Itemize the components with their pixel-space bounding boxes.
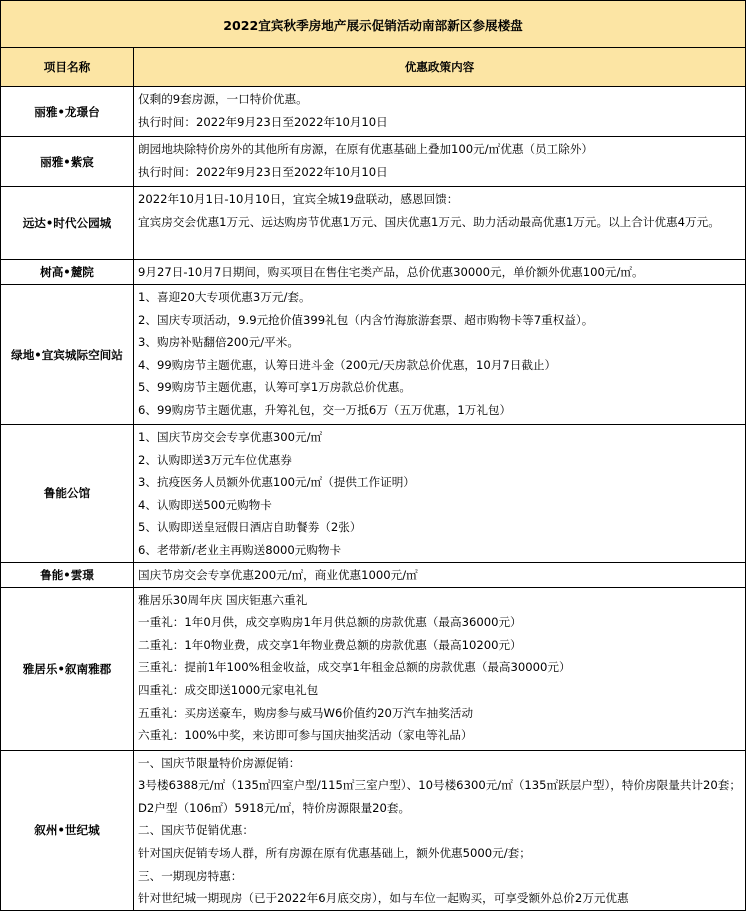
promotion-line: 6、老带新/老业主再购送8000元购物卡 — [138, 542, 342, 557]
promotion-line: 执行时间：2022年9月23日至2022年10月10日 — [138, 114, 388, 129]
promotion-line: 3、抗疫医务人员额外优惠100元/㎡（提供工作证明） — [138, 475, 415, 490]
header-row — [1, 48, 746, 87]
promotion-line: 国庆节房交会专享优惠200元/㎡，商业优惠1000元/㎡ — [138, 567, 418, 582]
project-name: 鲁能公馆 — [1, 425, 134, 563]
project-name: 叙州•世纪城 — [1, 750, 134, 910]
promotion-line: 1、喜迎20大专项优惠3万元/套。 — [138, 290, 311, 304]
promotion-content — [134, 285, 746, 425]
promotion-line: 2、国庆专项活动，9.9元抢价值399礼包（内含竹海旅游套票、超市购物卡等7重权益）。 — [138, 312, 594, 327]
promotion-content — [134, 562, 746, 587]
promotion-content — [134, 587, 746, 750]
table-row — [1, 587, 746, 750]
promotion-content — [134, 87, 746, 137]
promotion-line: 5、认购即送皇冠假日酒店自助餐劵（2张） — [138, 520, 362, 535]
promotion-line: 3、购房补贴翻倍200元/平米。 — [138, 335, 299, 350]
table-title: 2022宜宾秋季房地产展示促销活动南部新区参展楼盘 — [1, 1, 746, 48]
promotion-content — [134, 187, 746, 260]
table-row — [1, 87, 746, 137]
promotion-line: 四重礼：成交即送1000元家电礼包 — [138, 682, 319, 697]
promotion-line: 雅居乐30周年庆 国庆钜惠六重礼 — [138, 592, 308, 607]
promotion-line: 4、认购即送500元购物卡 — [138, 497, 272, 512]
promotion-line: 三重礼：提前1年100%租金收益，成交享1年租金总额的房款优惠（最高30000元） — [138, 660, 571, 675]
table-row — [1, 750, 746, 910]
title-row — [1, 1, 746, 48]
project-name: 远达•时代公园城 — [1, 187, 134, 260]
promotion-line: 执行时间：2022年9月23日至2022年10月10日 — [138, 164, 388, 179]
promotion-line: 2022年10月1日-10月10日，宜宾全城19盘联动，感恩回馈： — [138, 192, 459, 206]
project-name: 绿地•宜宾城际空间站 — [1, 285, 134, 425]
table-row — [1, 187, 746, 260]
promotion-line: 针对国庆促销专场人群，所有房源在原有优惠基础上，额外优惠5000元/套； — [138, 845, 531, 860]
table-row — [1, 562, 746, 587]
table-row — [1, 285, 746, 425]
promotion-line: 一、国庆节限量特价房源促销： — [138, 755, 301, 770]
promotion-line: 朗园地块除特价房外的其他所有房源，在原有优惠基础上叠加100元/㎡优惠（员工除外） — [138, 142, 594, 156]
project-name: 雅居乐•叙南雅郡 — [1, 587, 134, 750]
promotion-line: 二、国庆节促销优惠： — [138, 823, 254, 838]
promotion-line: 4、99购房节主题优惠，认筹日进斗金（200元/天房款总价优惠，10月7日截止） — [138, 357, 557, 372]
promotion-line: 一重礼：1年0月供，成交享购房1年月供总额的房款优惠（最高36000元） — [138, 615, 522, 630]
table-row — [1, 260, 746, 285]
promotion-line: 6、99购房节主题优惠，升筹礼包，交一万抵6万（五万优惠，1万礼包） — [138, 402, 512, 417]
promotion-line: 针对世纪城一期现房（已于2022年6月底交房），如与车位一起购买，可享受额外总价2万元优惠 — [138, 891, 629, 906]
promotion-line: 二重礼：1年0物业费，成交享1年物业费总额的房款优惠（最高10200元） — [138, 637, 522, 652]
promotion-content — [134, 750, 746, 910]
promotion-line: 宜宾房交会优惠1万元、远达购房节优惠1万元、国庆优惠1万元、助力活动最高优惠1万元。以上合计优惠4万元。 — [138, 214, 720, 229]
promotion-line: 六重礼：100%中奖，来访即可参与国庆抽奖活动（家电等礼品） — [138, 728, 473, 743]
project-name: 鲁能•雲璟 — [1, 562, 134, 587]
header-content: 优惠政策内容 — [134, 48, 746, 87]
table-row — [1, 137, 746, 187]
project-name: 树高•麓院 — [1, 260, 134, 285]
project-name: 丽雅•紫宸 — [1, 137, 134, 187]
promotion-content — [134, 425, 746, 563]
header-project-name: 项目名称 — [1, 48, 134, 87]
promotion-line: 仅剩的9套房源，一口特价优惠。 — [138, 92, 308, 106]
project-name: 丽雅•龙璟台 — [1, 87, 134, 137]
promotion-line: 2、认购即送3万元车位优惠券 — [138, 452, 292, 467]
promotion-content — [134, 137, 746, 187]
promotion-line: 5、99购房节主题优惠，认筹可享1万房款总价优惠。 — [138, 380, 411, 395]
promotion-content — [134, 260, 746, 285]
promotion-line: 9月27日-10月7日期间，购买项目在售住宅类产品，总价优惠30000元，单价额外优惠100元/㎡。 — [138, 265, 644, 279]
promotion-line: 三、一期现房特惠： — [138, 868, 243, 883]
table-row — [1, 425, 746, 563]
promotion-line: 五重礼：买房送豪车，购房参与威马W6价值约20万汽车抽奖活动 — [138, 705, 474, 720]
promotion-line: 3号楼6388元/㎡（135㎡四室户型/115㎡三室户型）、10号楼6300元/㎡（135㎡跃层户型），特价房限量共计20套；D2户型（106㎡）5918元/㎡，特价房源限量20套。 — [138, 778, 741, 815]
promotion-line: 1、国庆节房交会专享优惠300元/㎡ — [138, 430, 323, 444]
